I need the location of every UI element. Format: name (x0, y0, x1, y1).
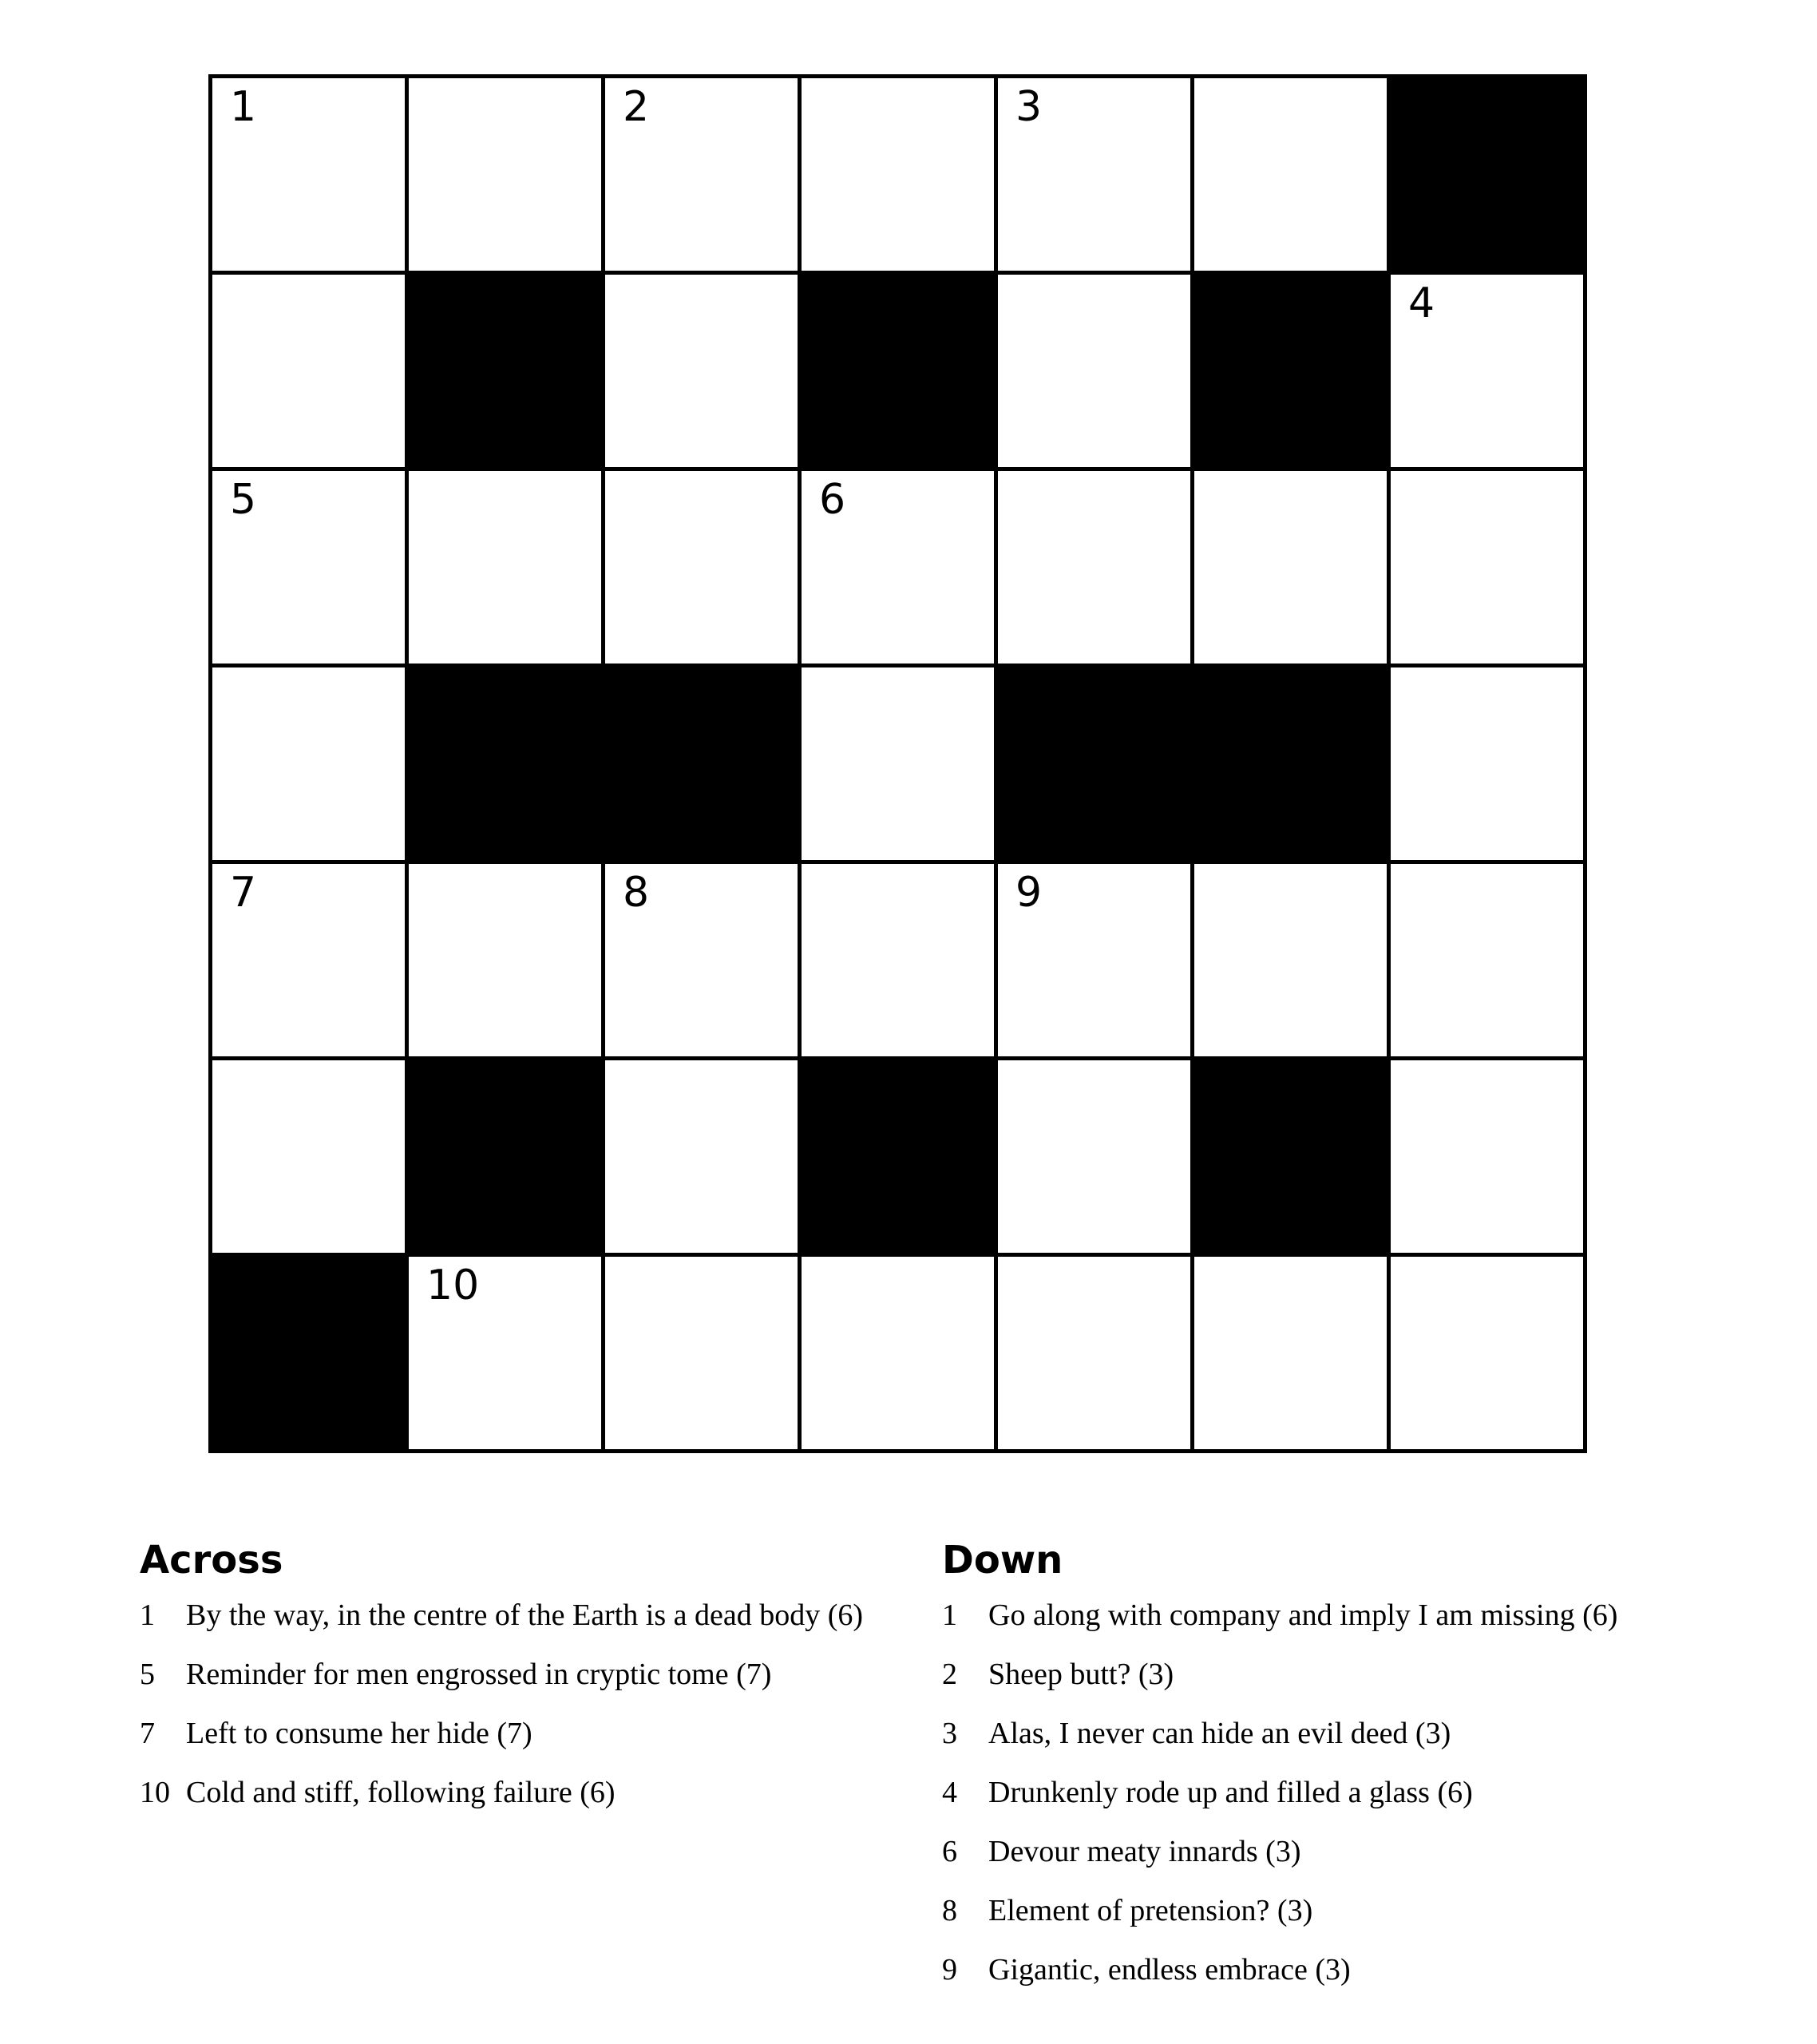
clue-number: 4 (942, 1776, 957, 1809)
clue-text: Drunkenly rode up and filled a glass (6) (988, 1776, 1473, 1809)
grid-cell-block (1193, 1059, 1389, 1255)
grid-cell[interactable] (1193, 1255, 1389, 1452)
grid-cell[interactable] (407, 862, 604, 1059)
grid-cell[interactable] (1389, 1059, 1585, 1255)
grid-cell[interactable] (800, 862, 996, 1059)
clue-number: 1 (942, 1598, 957, 1632)
clue-text: Go along with company and imply I am missing (6) (988, 1598, 1618, 1632)
clue-text: By the way, in the centre of the Earth is a dead body (6) (186, 1598, 864, 1632)
clue-item[interactable] (942, 1895, 1740, 1926)
clue-text: Devour meaty innards (3) (988, 1835, 1301, 1868)
grid-cell[interactable] (996, 862, 1193, 1059)
grid-cell[interactable] (211, 77, 407, 273)
clue-text: Reminder for men engrossed in cryptic tome (7) (186, 1658, 772, 1691)
grid-cell[interactable] (1389, 273, 1585, 469)
grid-cell[interactable] (604, 1059, 800, 1255)
clue-text: Cold and stiff, following failure (6) (186, 1776, 616, 1809)
clue-item[interactable] (140, 1718, 922, 1749)
grid-cell[interactable] (996, 1059, 1193, 1255)
grid-cell[interactable] (211, 469, 407, 666)
crossword-table[interactable] (208, 74, 1587, 1453)
grid-cell[interactable] (800, 77, 996, 273)
grid-cell[interactable] (996, 273, 1193, 469)
cell-clue-number: 3 (1015, 83, 1043, 131)
clue-text: Gigantic, endless embrace (3) (988, 1953, 1351, 1987)
grid-cell[interactable] (1193, 469, 1389, 666)
grid-cell-block (1193, 666, 1389, 862)
clue-number: 5 (140, 1658, 155, 1691)
grid-cell[interactable] (1193, 77, 1389, 273)
clue-item[interactable] (942, 1659, 1740, 1689)
grid-cell[interactable] (604, 273, 800, 469)
clue-item[interactable] (942, 1836, 1740, 1867)
across-clues-column (140, 1538, 922, 1836)
grid-cell[interactable] (407, 469, 604, 666)
clue-item[interactable] (942, 1600, 1740, 1630)
clue-item[interactable] (942, 1718, 1740, 1749)
grid-cell[interactable] (800, 666, 996, 862)
down-heading: Down (942, 1538, 1063, 1583)
clue-item[interactable] (942, 1955, 1740, 1985)
clue-item[interactable] (140, 1777, 922, 1808)
grid-cell-block (800, 1059, 996, 1255)
grid-row (211, 1059, 1585, 1255)
cell-clue-number: 8 (623, 869, 650, 917)
clue-text: Alas, I never can hide an evil deed (3) (988, 1717, 1451, 1750)
cell-clue-number: 7 (230, 869, 257, 917)
grid-cell[interactable] (604, 862, 800, 1059)
clue-number: 1 (140, 1598, 155, 1632)
cell-clue-number: 1 (230, 83, 257, 131)
crossword-grid[interactable] (208, 74, 1587, 1453)
grid-cell[interactable] (800, 1255, 996, 1452)
grid-row (211, 77, 1585, 273)
grid-cell[interactable] (604, 469, 800, 666)
grid-cell-block (604, 666, 800, 862)
clue-number: 10 (140, 1776, 170, 1809)
grid-cell[interactable] (996, 469, 1193, 666)
grid-row (211, 273, 1585, 469)
down-clues-column (942, 1538, 1740, 2014)
cell-clue-number: 4 (1408, 279, 1435, 327)
clue-number: 2 (942, 1658, 957, 1691)
grid-cell-block (407, 273, 604, 469)
clue-item[interactable] (140, 1659, 922, 1689)
clue-number: 7 (140, 1717, 155, 1750)
cell-clue-number: 10 (426, 1262, 480, 1309)
grid-cell[interactable] (211, 666, 407, 862)
grid-cell[interactable] (211, 1059, 407, 1255)
across-heading: Across (140, 1538, 283, 1583)
grid-row (211, 1255, 1585, 1452)
grid-cell[interactable] (211, 862, 407, 1059)
grid-cell[interactable] (1389, 862, 1585, 1059)
clue-text: Sheep butt? (3) (988, 1658, 1174, 1691)
grid-cell[interactable] (604, 77, 800, 273)
grid-row (211, 666, 1585, 862)
clue-item[interactable] (140, 1600, 922, 1630)
grid-cell-block (800, 273, 996, 469)
grid-cell[interactable] (1389, 666, 1585, 862)
grid-cell-block (407, 666, 604, 862)
clue-number: 8 (942, 1894, 957, 1927)
grid-cell[interactable] (1389, 1255, 1585, 1452)
clue-number: 9 (942, 1953, 957, 1987)
grid-cell[interactable] (407, 77, 604, 273)
grid-cell-block (996, 666, 1193, 862)
across-clue-list (140, 1600, 922, 1808)
down-clue-list (942, 1600, 1740, 1985)
clue-item[interactable] (942, 1777, 1740, 1808)
cell-clue-number: 5 (230, 476, 257, 524)
cell-clue-number: 9 (1015, 869, 1043, 917)
grid-cell[interactable] (407, 1255, 604, 1452)
grid-cell-block (1193, 273, 1389, 469)
grid-cell[interactable] (604, 1255, 800, 1452)
grid-row (211, 862, 1585, 1059)
grid-cell[interactable] (996, 77, 1193, 273)
grid-row (211, 469, 1585, 666)
grid-cell[interactable] (800, 469, 996, 666)
clue-number: 6 (942, 1835, 957, 1868)
clue-number: 3 (942, 1717, 957, 1750)
cell-clue-number: 2 (623, 83, 650, 131)
grid-cell[interactable] (996, 1255, 1193, 1452)
grid-cell[interactable] (1389, 469, 1585, 666)
grid-cell-block (1389, 77, 1585, 273)
grid-cell[interactable] (211, 273, 407, 469)
grid-cell-block (407, 1059, 604, 1255)
clue-text: Left to consume her hide (7) (186, 1717, 532, 1750)
clue-text: Element of pretension? (3) (988, 1894, 1313, 1927)
grid-cell-block (211, 1255, 407, 1452)
grid-cell[interactable] (1193, 862, 1389, 1059)
cell-clue-number: 6 (819, 476, 846, 524)
